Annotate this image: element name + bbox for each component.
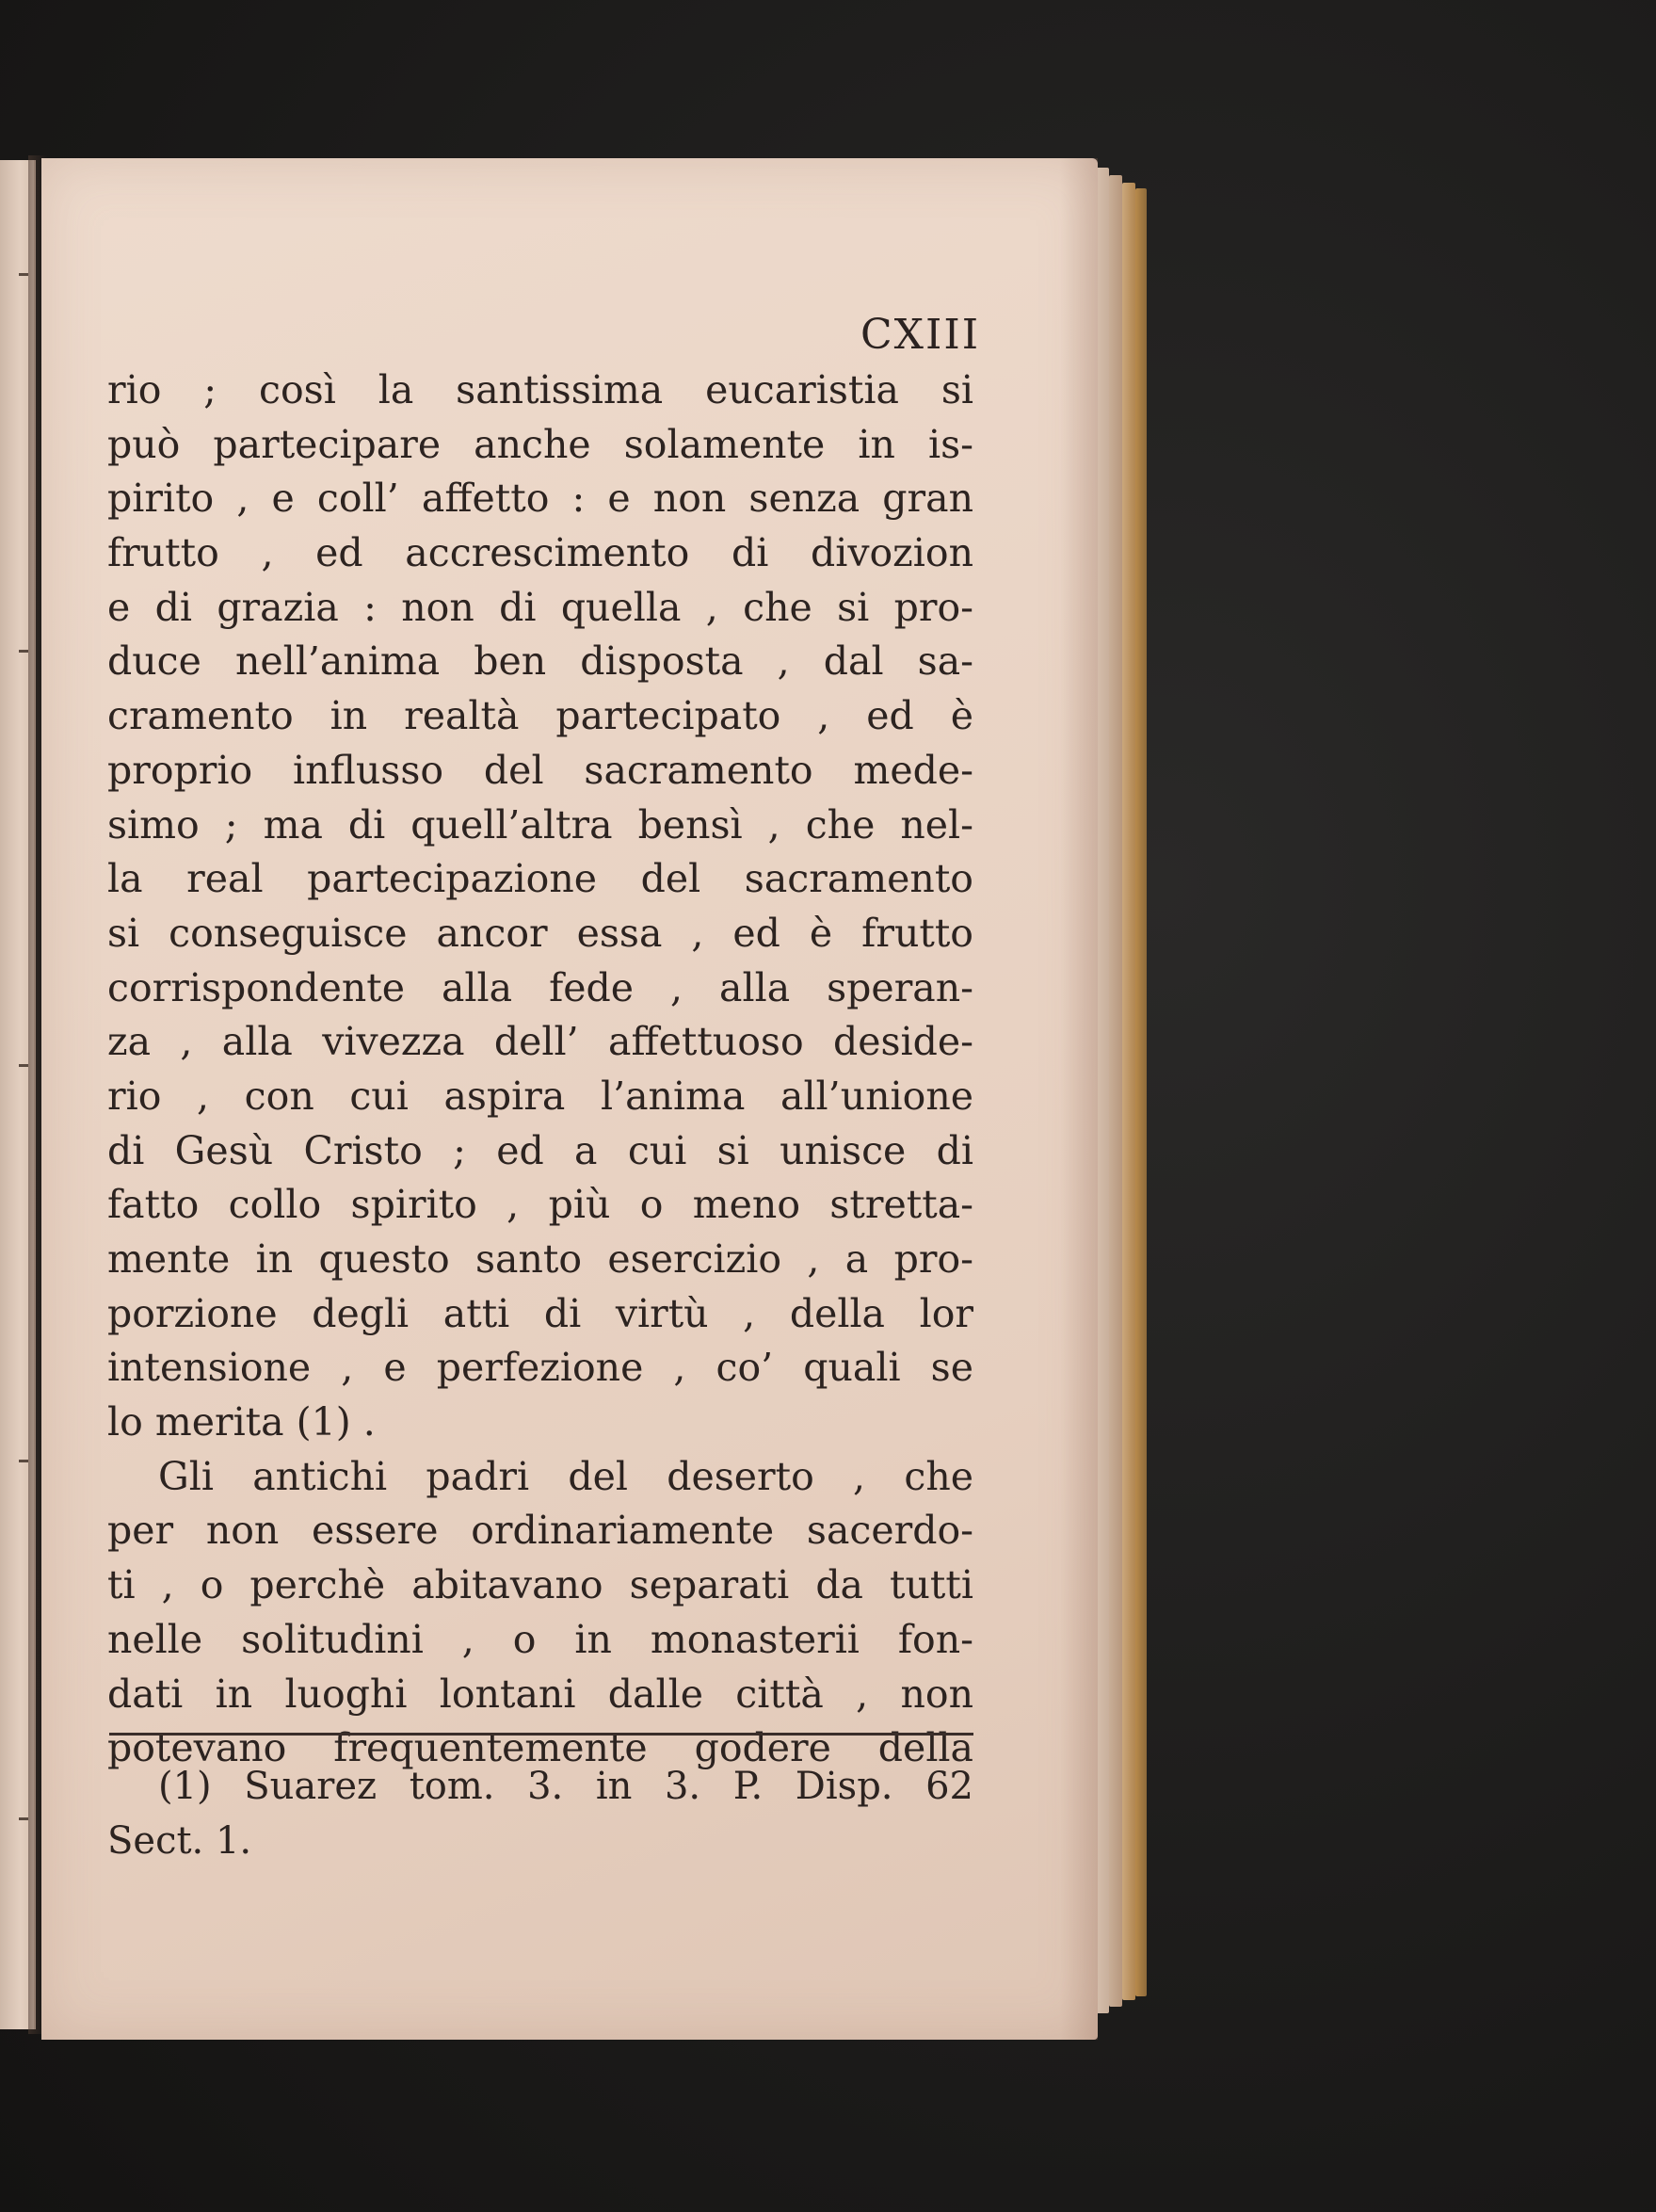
book-cover-edge xyxy=(1135,188,1147,1996)
text-line: dati in luoghi lontani dalle città , non xyxy=(107,1671,973,1717)
text-line: potevano frequentemente godere della xyxy=(107,1725,973,1771)
text-line: la real partecipazione del sacramento xyxy=(107,856,973,902)
page-edges xyxy=(1109,175,1122,2007)
text-line: fatto collo spirito , più o meno stretta- xyxy=(107,1182,973,1228)
footnote-rule xyxy=(109,1733,973,1736)
footnote-line: Sect. 1. xyxy=(107,1819,252,1863)
text-line: za , alla vivezza dell’ affettuoso deside- xyxy=(107,1019,973,1065)
text-line: porzione degli atti di virtù , della lor xyxy=(107,1290,973,1336)
text-line: pirito , e coll’ affetto : e non senza gran xyxy=(107,476,973,522)
text-line: di Gesù Cristo ; ed a cui si unisce di xyxy=(107,1127,973,1173)
text-line: rio ; così la santissima eucaristia si xyxy=(107,367,973,412)
ink-mark xyxy=(19,1460,28,1462)
body-text xyxy=(107,363,973,1776)
footnote xyxy=(107,1759,973,1868)
ink-mark xyxy=(19,273,28,276)
text-line: rio , con cui aspira l’anima all’unione xyxy=(107,1073,973,1119)
ink-mark xyxy=(19,650,28,653)
text-line: e di grazia : non di quella , che si pro- xyxy=(107,584,973,630)
page-number: CXIII xyxy=(860,311,981,359)
text-line: può partecipare anche solamente in is- xyxy=(107,421,973,467)
footnote-line: (1) Suarez tom. 3. in 3. P. Disp. 62 xyxy=(158,1765,973,1808)
text-line: nelle solitudini , o in monasterii fon- xyxy=(107,1616,973,1662)
text-line: duce nell’anima ben disposta , dal sa- xyxy=(107,638,973,685)
page-edges xyxy=(1122,183,1135,2000)
text-line: si conseguisce ancor essa , ed è frutto xyxy=(107,910,973,956)
paragraph-start-line: Gli antichi padri del deserto , che xyxy=(158,1453,973,1499)
book-page xyxy=(41,158,1098,2040)
text-line: lo merita (1) . xyxy=(107,1399,376,1445)
text-line: intensione , e perfezione , co’ quali se xyxy=(107,1345,973,1391)
text-line: proprio influsso del sacramento mede- xyxy=(107,747,973,793)
text-line: ti , o perchè abitavano separati da tutti xyxy=(107,1562,973,1608)
text-line: simo ; ma di quell’altra bensì , che nel- xyxy=(107,801,973,848)
text-line: mente in questo santo esercizio , a pro- xyxy=(107,1236,973,1282)
ink-mark xyxy=(19,1064,28,1067)
ink-mark xyxy=(19,1817,28,1820)
text-line: per non essere ordinariamente sacerdo- xyxy=(107,1508,973,1554)
text-line: cramento in realtà partecipato , ed è xyxy=(107,693,973,739)
text-line: corrispondente alla fede , alla speran- xyxy=(107,964,973,1010)
text-line: frutto , ed accrescimento di divozion xyxy=(107,530,973,576)
